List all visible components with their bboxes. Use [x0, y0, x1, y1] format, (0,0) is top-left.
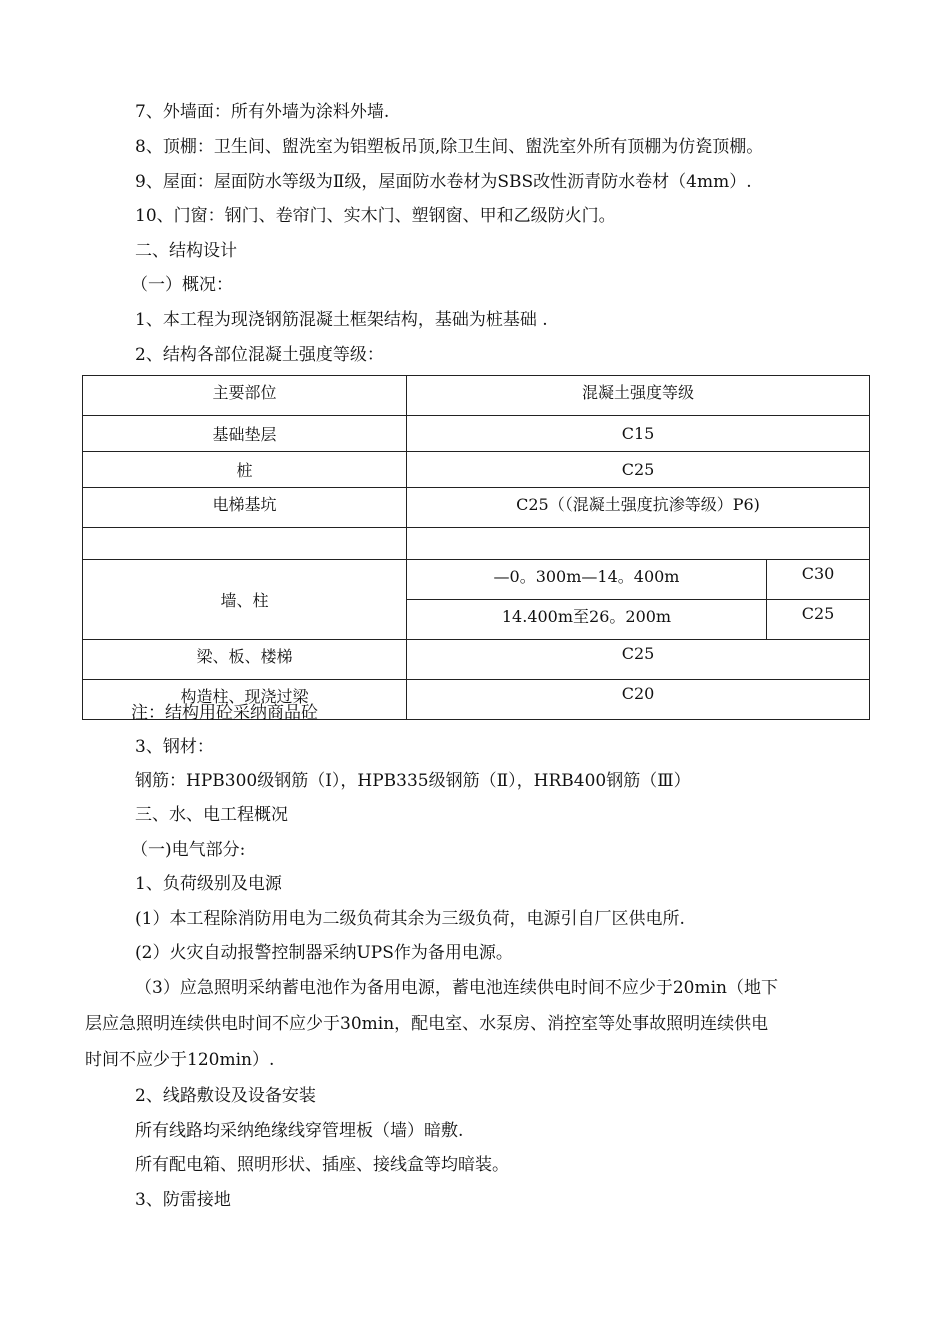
- table-cell-grade: C25（（混凝土强度抗渗等级）P6): [407, 488, 870, 528]
- text-line: (1）本工程除消防用电为二级负荷其余为三级负荷，电源引自厂区供电所.: [135, 909, 685, 929]
- text-line: 8、顶棚：卫生间、盥洗室为铝塑板吊顶,除卫生间、盥洗室外所有顶棚为仿瓷顶棚。: [135, 137, 764, 157]
- text-line: 3、防雷接地: [135, 1190, 231, 1210]
- text-line: 所有配电箱、照明形状、插座、接线盒等均暗装。: [135, 1155, 509, 1175]
- table-row: [83, 640, 870, 680]
- table-row: [83, 528, 870, 560]
- table-header-row: [83, 376, 870, 416]
- concrete-grade-table: [82, 375, 870, 720]
- text-line: 1、本工程为现浇钢筋混凝土框架结构，基础为桩基础 .: [135, 310, 548, 330]
- text-line: 2、线路敷设及设备安装: [135, 1086, 316, 1106]
- table-cell-part: 基础垫层: [83, 416, 407, 452]
- table-row: [83, 488, 870, 528]
- text-line: 7、外墙面：所有外墙为涂料外墙.: [135, 102, 390, 122]
- text-line: 3、钢材：: [135, 737, 214, 757]
- table-cell-grade: C20: [407, 680, 870, 720]
- table-cell-part: 梁、板、楼梯: [83, 640, 407, 680]
- subsection-heading: （一）概况：: [131, 275, 233, 295]
- table-cell-grade: C30: [767, 560, 870, 600]
- table-row: [83, 416, 870, 452]
- paragraph-line: 时间不应少于120min）.: [85, 1050, 275, 1070]
- section-heading: 二、结构设计: [135, 241, 237, 261]
- text-line: 钢筋：HPB300级钢筋（Ⅰ），HPB335级钢筋（Ⅱ），HRB400钢筋（Ⅲ）: [135, 771, 691, 791]
- table-cell-range: —0。300m—14。400m: [407, 560, 767, 600]
- table-cell-range: 14.400m至26。200m: [407, 600, 767, 640]
- table-row: [83, 452, 870, 488]
- table-cell-grade: C25: [767, 600, 870, 640]
- table-note: 注：结构用砼采纳商品砼: [131, 703, 318, 723]
- text-line: 9、屋面：屋面防水等级为Ⅱ级，屋面防水卷材为SBS改性沥青防水卷材（4mm）.: [135, 172, 752, 192]
- text-line: 1、负荷级别及电源: [135, 874, 282, 894]
- table-row: [83, 560, 870, 600]
- text-line: 2、结构各部位混凝土强度等级：: [135, 345, 384, 365]
- paragraph-line: 层应急照明连续供电时间不应少于30min，配电室、水泵房、消控室等处事故照明连续供电: [85, 1014, 769, 1034]
- table-cell-grade: C15: [407, 416, 870, 452]
- section-heading: 三、水、电工程概况: [135, 805, 288, 825]
- table-cell-part: [83, 528, 407, 560]
- table-cell-part: 构造柱、现浇过梁: [83, 680, 407, 720]
- table-header-grade: 混凝土强度等级: [407, 376, 870, 416]
- table-cell-grade: C25: [407, 452, 870, 488]
- subsection-heading: （一)电气部分:: [131, 840, 246, 860]
- text-line: 10、门窗：钢门、卷帘门、实木门、塑钢窗、甲和乙级防火门。: [135, 206, 616, 226]
- table-cell-grade: C25: [407, 640, 870, 680]
- table-cell-part: 桩: [83, 452, 407, 488]
- text-line: (2）火灾自动报警控制器采纳UPS作为备用电源。: [135, 943, 513, 963]
- table-cell-grade: [407, 528, 870, 560]
- table-header-part: 主要部位: [83, 376, 407, 416]
- table-cell-part: 电梯基坑: [83, 488, 407, 528]
- text-line: 所有线路均采纳绝缘线穿管埋板（墙）暗敷.: [135, 1121, 464, 1141]
- paragraph-line: （3）应急照明采纳蓄电池作为备用电源，蓄电池连续供电时间不应少于20min（地下: [135, 978, 778, 998]
- table-cell-part: 墙、柱: [83, 560, 407, 640]
